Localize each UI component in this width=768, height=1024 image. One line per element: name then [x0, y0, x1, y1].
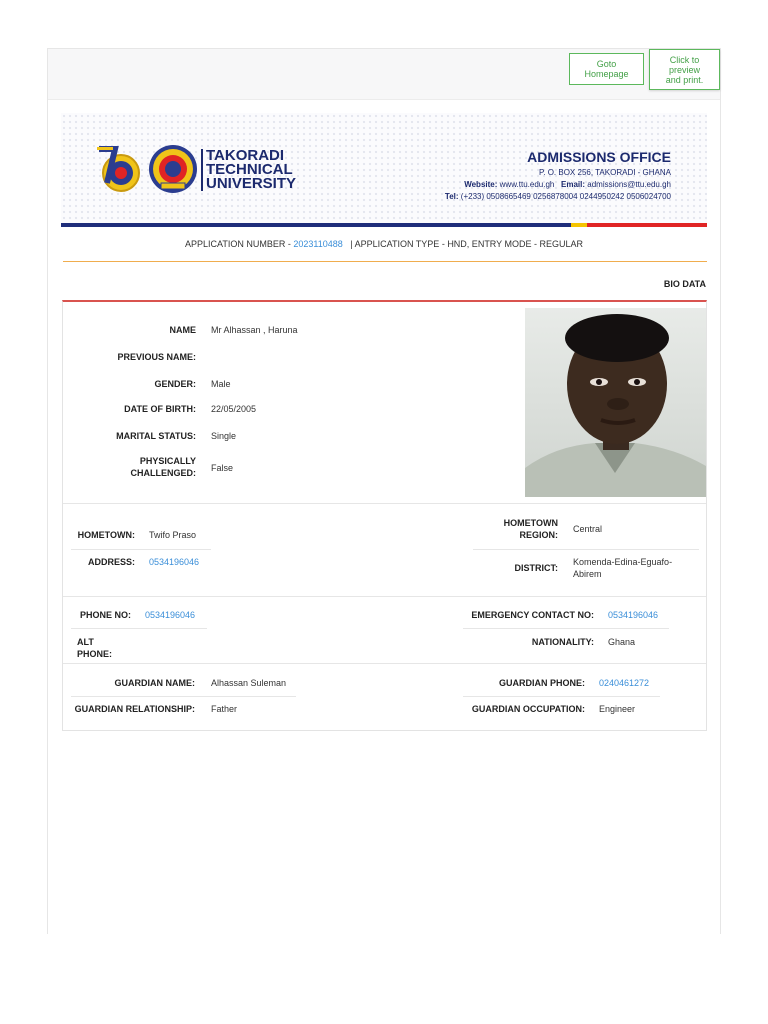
guardian-phone-value[interactable]: 0240461272 [599, 678, 650, 688]
physically-challenged-label-line1: PHYSICALLY [139, 456, 196, 466]
gender-value: Male [211, 379, 231, 389]
dob-label: DATE OF BIRTH: [124, 404, 196, 414]
separator [63, 503, 706, 504]
preview-print-button[interactable] [649, 49, 720, 90]
tel-label: Tel: [444, 192, 459, 201]
hometown-label: HOMETOWN: [77, 530, 135, 540]
office-title: ADMISSIONS OFFICE [527, 149, 671, 165]
office-telephone [445, 192, 671, 201]
nationality-label: NATIONALITY: [531, 637, 594, 647]
gender-label: GENDER: [154, 379, 196, 389]
physically-challenged-label [83, 455, 196, 479]
office-web-email [464, 180, 671, 189]
previous-name-label: PREVIOUS NAME: [117, 352, 196, 362]
field-underline [71, 696, 296, 697]
district-value-line2: Abirem [573, 569, 602, 579]
applicant-photo-image [525, 308, 706, 497]
bio-data-panel [62, 300, 707, 731]
address-label: ADDRESS: [87, 557, 135, 567]
university-name [201, 149, 311, 191]
hometown-value: Twifo Praso [149, 530, 197, 540]
admission-document [47, 48, 721, 934]
toolbar [48, 49, 720, 100]
marital-status-label: MARITAL STATUS: [116, 431, 196, 441]
dob-value: 22/05/2005 [211, 404, 257, 414]
university-name-line1: TAKORADI [206, 147, 285, 164]
application-info [61, 239, 707, 249]
stripe-navy [61, 223, 571, 227]
field-underline [71, 549, 211, 550]
emergency-contact-value[interactable]: 0534196046 [608, 610, 659, 620]
guardian-name-value: Alhassan Suleman [211, 678, 287, 688]
hometown-region-label-line2: REGION: [519, 530, 558, 540]
phone-label: PHONE NO: [79, 610, 131, 620]
emergency-contact-label: EMERGENCY CONTACT NO: [471, 610, 594, 620]
website-value: www.ttu.edu.gh [499, 180, 555, 189]
letterhead-banner [61, 113, 707, 225]
district-label: DISTRICT: [514, 563, 558, 573]
hometown-region-value: Central [573, 524, 603, 534]
email-value: admissions@ttu.edu.gh [587, 180, 671, 189]
email-label: Email: [561, 180, 586, 189]
separator [63, 663, 706, 664]
physically-challenged-label-line2: CHALLENGED: [130, 468, 196, 478]
district-value [573, 556, 672, 580]
guardian-relationship-value: Father [211, 704, 238, 714]
application-type-entry: | APPLICATION TYPE - HND, ENTRY MODE - REGULAR [350, 239, 583, 249]
university-name-line3: UNIVERSITY [206, 175, 297, 192]
alt-phone-label: ALT PHONE: [77, 637, 113, 659]
hometown-region-label-line1: HOMETOWN [503, 518, 558, 528]
stripe-red [587, 223, 707, 227]
preview-print-label: Click to preview and print. [665, 54, 704, 85]
guardian-relationship-label: GUARDIAN RELATIONSHIP: [74, 704, 195, 714]
physically-challenged-value: False [211, 463, 234, 473]
office-address: P. O. BOX 256, TAKORADI - GHANA [538, 168, 671, 177]
anniversary-logo-icon [93, 143, 145, 195]
university-crest-icon [147, 143, 199, 195]
district-value-line1: Komenda-Edina-Eguafo- [573, 557, 673, 567]
application-number: 2023110488 [293, 239, 343, 249]
color-stripe [61, 223, 707, 227]
divider [63, 261, 707, 262]
separator [63, 596, 706, 597]
university-name-line2: TECHNICAL [206, 161, 293, 178]
guardian-occupation-label: GUARDIAN OCCUPATION: [471, 704, 585, 714]
marital-status-value: Single [211, 431, 237, 441]
hometown-region-label [473, 517, 558, 541]
guardian-phone-label: GUARDIAN PHONE: [498, 678, 585, 688]
goto-homepage-label: Goto Homepage [584, 59, 629, 79]
field-underline [463, 628, 669, 629]
stripe-gold [571, 223, 587, 227]
guardian-occupation-value: Engineer [599, 704, 636, 714]
phone-value[interactable]: 0534196046 [145, 610, 196, 620]
name-value: Mr Alhassan , Haruna [211, 325, 298, 335]
address-value[interactable]: 0534196046 [149, 557, 200, 567]
nationality-value: Ghana [608, 637, 636, 647]
goto-homepage-button[interactable] [569, 53, 644, 85]
name-label: NAME [169, 325, 196, 335]
applicant-photo [525, 308, 706, 497]
field-underline [463, 696, 660, 697]
field-underline [473, 549, 699, 550]
section-title: BIO DATA [663, 279, 706, 289]
tel-value: (+233) 0508665469 0256878004 0244950242 0506024700 [460, 192, 671, 201]
website-label: Website: [464, 180, 498, 189]
application-number-label: APPLICATION NUMBER - [185, 239, 291, 249]
guardian-name-label: GUARDIAN NAME: [114, 678, 195, 688]
field-underline [71, 628, 207, 629]
